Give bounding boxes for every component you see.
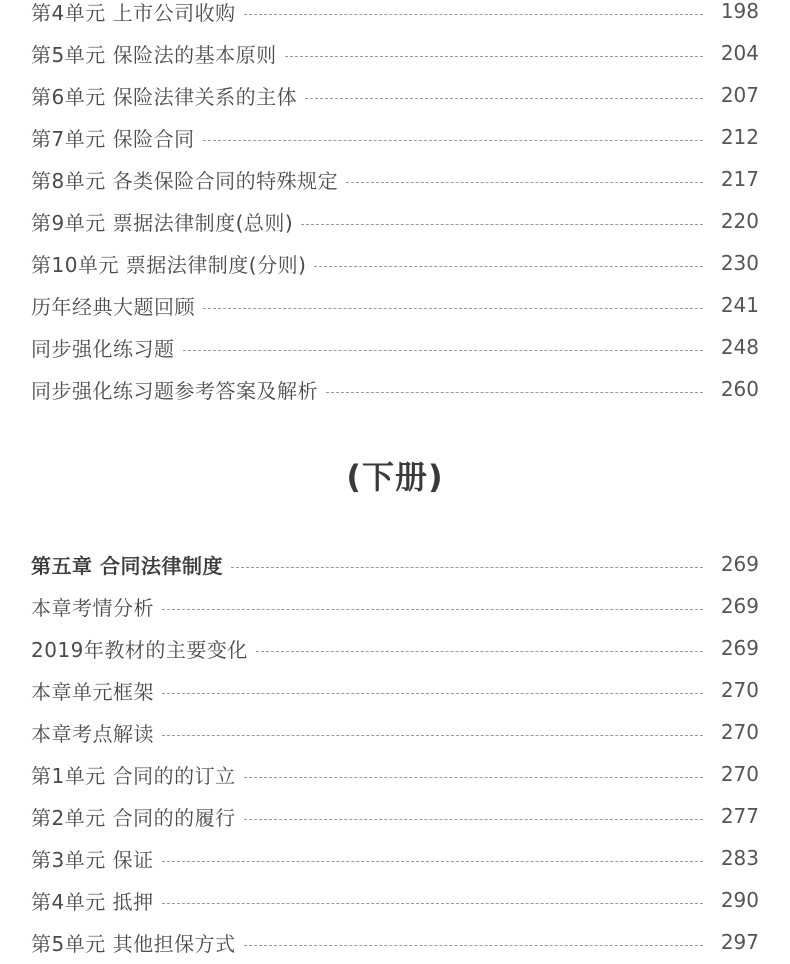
dotted-leader — [203, 140, 703, 141]
dotted-leader — [305, 98, 703, 99]
toc-entry-page-number: 270 — [720, 720, 759, 744]
toc-entry-page-number: 290 — [720, 888, 759, 912]
toc-entry[interactable] — [31, 242, 759, 284]
toc-entry[interactable] — [31, 0, 759, 32]
toc-entry-page-number: 248 — [720, 335, 759, 359]
dotted-leader — [285, 56, 703, 57]
toc-entry-page-number: 207 — [720, 83, 759, 107]
toc-entry[interactable] — [31, 627, 759, 669]
toc-entry-title: 第5单元 其他担保方式 — [31, 931, 236, 956]
toc-entry-title: 第6单元 保险法律关系的主体 — [31, 84, 298, 109]
toc-entry-page-number: 260 — [720, 377, 759, 401]
toc-entry-page-number: 217 — [720, 167, 759, 191]
toc-entry-title: 第9单元 票据法律制度(总则) — [31, 210, 294, 235]
toc-entry[interactable] — [31, 74, 759, 116]
toc-entry[interactable] — [31, 837, 759, 879]
toc-chapter-entry[interactable] — [31, 543, 759, 585]
dotted-leader — [326, 392, 703, 393]
toc-entry-page-number: 220 — [720, 209, 759, 233]
toc-entry[interactable] — [31, 284, 759, 326]
dotted-leader — [244, 777, 703, 778]
toc-entry[interactable] — [31, 669, 759, 711]
toc-entry-page-number: 198 — [720, 0, 759, 23]
toc-entry-title: 同步强化练习题参考答案及解析 — [31, 378, 318, 403]
toc-entry-title: 历年经典大题回顾 — [31, 294, 195, 319]
toc-entry-title: 第7单元 保险合同 — [31, 126, 195, 151]
dotted-leader — [183, 350, 703, 351]
toc-entry-title: 第1单元 合同的的订立 — [31, 763, 236, 788]
toc-entry-title: 2019年教材的主要变化 — [31, 637, 248, 662]
dotted-leader — [244, 945, 703, 946]
toc-entry[interactable] — [31, 795, 759, 837]
toc-entry-title: 第8单元 各类保险合同的特殊规定 — [31, 168, 339, 193]
toc-entry-page-number: 241 — [720, 293, 759, 317]
toc-entry[interactable] — [31, 116, 759, 158]
toc-list-upper — [31, 0, 759, 410]
toc-entry-title: 同步强化练习题 — [31, 336, 175, 361]
dotted-leader — [256, 651, 703, 652]
dotted-leader — [244, 14, 703, 15]
toc-entry[interactable] — [31, 711, 759, 753]
toc-entry[interactable] — [31, 921, 759, 963]
toc-entry-page-number: 230 — [720, 251, 759, 275]
toc-entry-page-number: 270 — [720, 678, 759, 702]
toc-entry[interactable] — [31, 32, 759, 74]
dotted-leader — [314, 266, 702, 267]
dotted-leader — [162, 609, 703, 610]
dotted-leader — [244, 819, 703, 820]
dotted-leader — [231, 567, 703, 568]
dotted-leader — [162, 903, 703, 904]
toc-entry[interactable] — [31, 753, 759, 795]
volume-heading: (下册) — [346, 458, 444, 496]
toc-chapter-title: 第五章 合同法律制度 — [31, 553, 223, 578]
toc-entry-page-number: 297 — [720, 930, 759, 954]
toc-entry[interactable] — [31, 200, 759, 242]
toc-entry-title: 本章考点解读 — [31, 721, 154, 746]
dotted-leader — [162, 693, 703, 694]
toc-entry[interactable] — [31, 368, 759, 410]
toc-entry-page-number: 277 — [720, 804, 759, 828]
toc-entry-title: 本章单元框架 — [31, 679, 154, 704]
toc-entry-page-number: 270 — [720, 762, 759, 786]
dotted-leader — [301, 224, 703, 225]
toc-entry[interactable] — [31, 158, 759, 200]
toc-entry-title: 本章考情分析 — [31, 595, 154, 620]
toc-entry-title: 第5单元 保险法的基本原则 — [31, 42, 277, 67]
dotted-leader — [162, 735, 703, 736]
toc-entry-page-number: 204 — [720, 41, 759, 65]
toc-entry[interactable] — [31, 326, 759, 368]
dotted-leader — [203, 308, 703, 309]
toc-entry-page-number: 269 — [720, 552, 759, 576]
toc-entry-title: 第2单元 合同的的履行 — [31, 805, 236, 830]
dotted-leader — [162, 861, 703, 862]
toc-entry[interactable] — [31, 879, 759, 921]
toc-entry-page-number: 283 — [720, 846, 759, 870]
toc-entry-page-number: 269 — [720, 636, 759, 660]
toc-entry-page-number: 212 — [720, 125, 759, 149]
dotted-leader — [346, 182, 703, 183]
toc-entry-title: 第10单元 票据法律制度(分则) — [31, 252, 307, 277]
toc-entry-title: 第3单元 保证 — [31, 847, 154, 872]
toc-entry-title: 第4单元 上市公司收购 — [31, 0, 236, 25]
toc-entry-page-number: 269 — [720, 594, 759, 618]
toc-list-lower — [31, 543, 759, 963]
toc-entry-title: 第4单元 抵押 — [31, 889, 154, 914]
toc-entry[interactable] — [31, 585, 759, 627]
